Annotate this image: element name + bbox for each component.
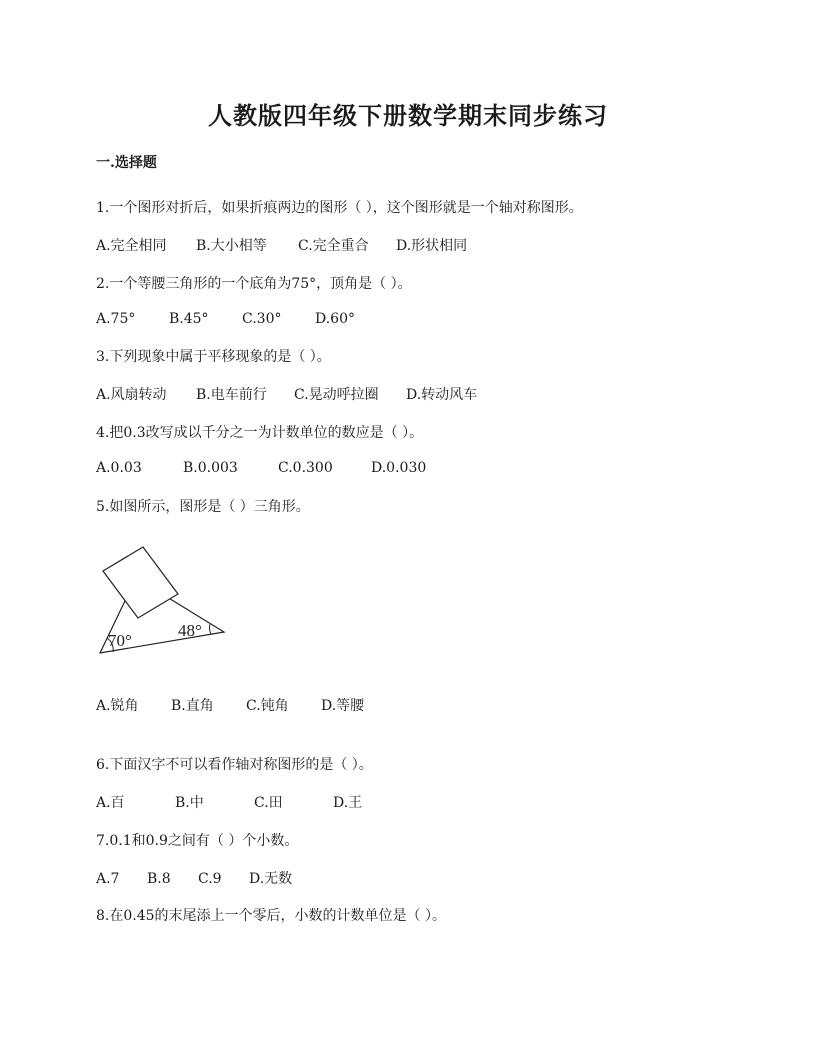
question-5-text: 5.如图所示，图形是（ ）三角形。 bbox=[96, 499, 310, 515]
question-2-option-d: D.60° bbox=[315, 311, 355, 327]
question-6-text: 6.下面汉字不可以看作轴对称图形的是（ ）。 bbox=[96, 757, 373, 773]
question-2-option-a: A.75° bbox=[96, 311, 136, 327]
question-3-text: 3.下列现象中属于平移现象的是（ ）。 bbox=[96, 349, 331, 365]
question-7-option-b: B.8 bbox=[147, 871, 171, 887]
triangle-figure bbox=[96, 540, 231, 658]
question-8-text: 8.在0.45的末尾添上一个零后，小数的计数单位是（ ）。 bbox=[96, 908, 446, 924]
question-7-option-c: C.9 bbox=[198, 871, 222, 887]
question-4-option-a: A.0.03 bbox=[96, 460, 142, 476]
question-5-option-a: A.锐角 bbox=[96, 698, 139, 714]
question-1-option-c: C.完全重合 bbox=[298, 238, 369, 254]
question-7-option-d: D.无数 bbox=[249, 871, 293, 887]
question-6-option-c: C.田 bbox=[254, 795, 283, 811]
right-angle-arc bbox=[210, 624, 211, 634]
question-3-option-d: D.转动风车 bbox=[406, 387, 478, 403]
question-3-options bbox=[96, 384, 477, 404]
question-1-option-d: D.形状相同 bbox=[396, 238, 468, 254]
question-6-option-b: B.中 bbox=[175, 795, 204, 811]
question-2-options bbox=[96, 311, 355, 327]
question-5-options bbox=[96, 695, 364, 715]
question-7-option-a: A.7 bbox=[96, 871, 120, 887]
question-6-options bbox=[96, 792, 362, 812]
question-1-options bbox=[96, 235, 467, 255]
question-3-option-b: B.电车前行 bbox=[196, 387, 267, 403]
left-angle-label: 70° bbox=[108, 631, 132, 650]
question-4-text: 4.把0.3改写成以千分之一为计数单位的数应是（ ）。 bbox=[96, 425, 424, 441]
question-4-option-b: B.0.003 bbox=[183, 460, 238, 476]
question-2-text: 2.一个等腰三角形的一个底角为75°，顶角是（ ）。 bbox=[96, 276, 412, 292]
question-1-option-b: B.大小相等 bbox=[196, 238, 267, 254]
question-7-text: 7.0.1和0.9之间有（ ）个小数。 bbox=[96, 833, 299, 849]
question-2-option-c: C.30° bbox=[242, 311, 282, 327]
question-3-option-c: C.晃动呼拉圈 bbox=[294, 387, 379, 403]
question-7-options bbox=[96, 868, 292, 888]
section-heading: 一.选择题 bbox=[96, 155, 157, 171]
question-4-options bbox=[96, 460, 426, 476]
question-2-option-b: B.45° bbox=[169, 311, 209, 327]
question-1-text: 1.一个图形对折后，如果折痕两边的图形（ ），这个图形就是一个轴对称图形。 bbox=[96, 200, 583, 216]
question-3-option-a: A.风扇转动 bbox=[96, 387, 167, 403]
question-5-option-d: D.等腰 bbox=[321, 698, 365, 714]
page-title: 人教版四年级下册数学期末同步练习 bbox=[208, 101, 608, 130]
question-1-option-a: A.完全相同 bbox=[96, 238, 167, 254]
question-4-option-c: C.0.300 bbox=[278, 460, 333, 476]
question-5-option-c: C.钝角 bbox=[246, 698, 289, 714]
question-6-option-a: A.百 bbox=[96, 795, 125, 811]
question-5-option-b: B.直角 bbox=[171, 698, 214, 714]
question-6-option-d: D.王 bbox=[333, 795, 363, 811]
right-angle-label: 48° bbox=[178, 621, 202, 640]
question-4-option-d: D.0.030 bbox=[371, 460, 427, 476]
covering-rectangle bbox=[103, 547, 178, 618]
